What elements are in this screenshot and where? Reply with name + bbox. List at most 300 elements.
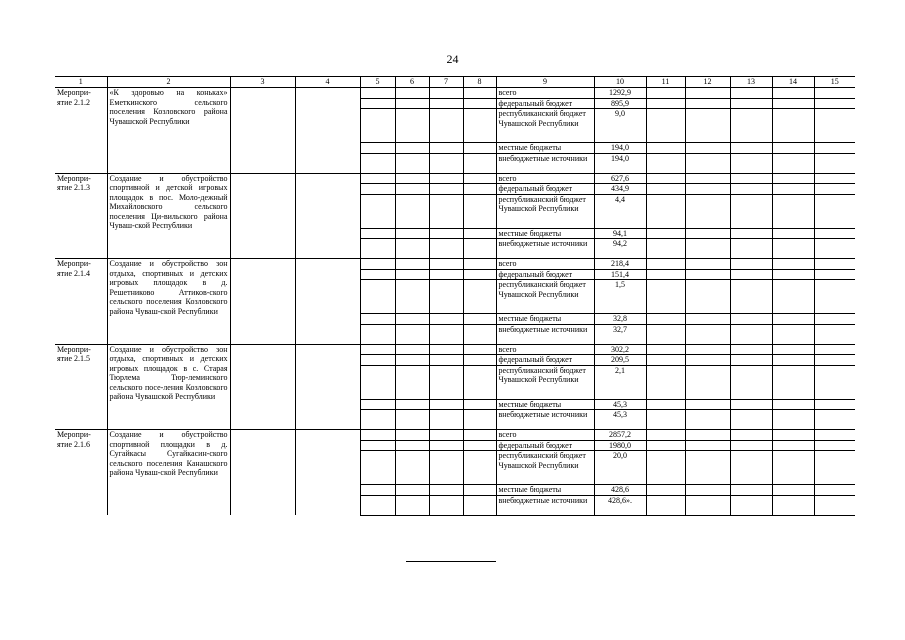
empty-cell	[463, 153, 496, 173]
empty-cell	[646, 451, 685, 485]
empty-cell	[730, 184, 772, 195]
empty-cell	[360, 269, 395, 280]
empty-cell	[463, 88, 496, 99]
empty-cell	[295, 430, 360, 516]
table-row	[55, 344, 855, 355]
empty-cell	[463, 269, 496, 280]
funding-amount: 194,0	[594, 143, 646, 154]
empty-cell	[646, 485, 685, 496]
empty-cell	[772, 410, 814, 430]
empty-cell	[395, 440, 429, 451]
empty-cell	[685, 324, 730, 344]
empty-cell	[395, 365, 429, 399]
empty-cell	[429, 365, 463, 399]
empty-cell	[646, 194, 685, 228]
funding-source: местные бюджеты	[496, 314, 594, 325]
empty-cell	[463, 314, 496, 325]
empty-cell	[772, 280, 814, 314]
empty-cell	[395, 228, 429, 239]
empty-cell	[685, 88, 730, 99]
empty-cell	[730, 355, 772, 366]
empty-cell	[230, 173, 295, 259]
empty-cell	[685, 365, 730, 399]
empty-cell	[429, 173, 463, 184]
empty-cell	[646, 184, 685, 195]
empty-cell	[395, 485, 429, 496]
empty-cell	[814, 98, 855, 109]
funding-source: республиканский бюджет Чувашской Республики	[496, 365, 594, 399]
column-header-11: 11	[646, 77, 685, 88]
column-header-2: 2	[107, 77, 230, 88]
column-header-1: 1	[55, 77, 107, 88]
empty-cell	[772, 184, 814, 195]
empty-cell	[429, 344, 463, 355]
empty-cell	[646, 239, 685, 259]
empty-cell	[730, 365, 772, 399]
empty-cell	[685, 399, 730, 410]
empty-cell	[463, 485, 496, 496]
column-header-14: 14	[772, 77, 814, 88]
funding-amount: 218,4	[594, 259, 646, 270]
empty-cell	[463, 109, 496, 143]
empty-cell	[646, 280, 685, 314]
empty-cell	[646, 324, 685, 344]
empty-cell	[463, 430, 496, 441]
empty-cell	[730, 344, 772, 355]
empty-cell	[772, 324, 814, 344]
empty-cell	[395, 355, 429, 366]
empty-cell	[429, 495, 463, 515]
empty-cell	[230, 88, 295, 174]
empty-cell	[814, 88, 855, 99]
empty-cell	[395, 259, 429, 270]
funding-amount: 151,4	[594, 269, 646, 280]
empty-cell	[395, 88, 429, 99]
funding-amount: 2,1	[594, 365, 646, 399]
empty-cell	[730, 410, 772, 430]
empty-cell	[395, 344, 429, 355]
empty-cell	[429, 355, 463, 366]
empty-cell	[814, 173, 855, 184]
empty-cell	[360, 355, 395, 366]
funding-amount: 1292,9	[594, 88, 646, 99]
empty-cell	[360, 485, 395, 496]
empty-cell	[646, 259, 685, 270]
column-number-row	[55, 77, 855, 88]
empty-cell	[230, 344, 295, 430]
funding-amount: 9,0	[594, 109, 646, 143]
empty-cell	[646, 399, 685, 410]
measure-code: Меропри- ятие 2.1.6	[55, 430, 107, 516]
funding-amount: 1,5	[594, 280, 646, 314]
empty-cell	[772, 440, 814, 451]
empty-cell	[772, 399, 814, 410]
empty-cell	[395, 143, 429, 154]
empty-cell	[685, 109, 730, 143]
empty-cell	[772, 143, 814, 154]
funding-source: внебюджетные источники	[496, 495, 594, 515]
empty-cell	[772, 239, 814, 259]
empty-cell	[395, 399, 429, 410]
empty-cell	[360, 280, 395, 314]
empty-cell	[295, 344, 360, 430]
empty-cell	[730, 451, 772, 485]
empty-cell	[814, 451, 855, 485]
funding-amount: 209,5	[594, 355, 646, 366]
empty-cell	[685, 173, 730, 184]
empty-cell	[429, 485, 463, 496]
empty-cell	[429, 239, 463, 259]
column-header-7: 7	[429, 77, 463, 88]
empty-cell	[360, 451, 395, 485]
empty-cell	[772, 365, 814, 399]
measure-code: Меропри- ятие 2.1.4	[55, 259, 107, 345]
empty-cell	[429, 98, 463, 109]
empty-cell	[772, 495, 814, 515]
empty-cell	[646, 153, 685, 173]
empty-cell	[814, 440, 855, 451]
empty-cell	[646, 344, 685, 355]
empty-cell	[814, 355, 855, 366]
empty-cell	[429, 314, 463, 325]
funding-source: федеральный бюджет	[496, 440, 594, 451]
funding-source: внебюджетные источники	[496, 324, 594, 344]
empty-cell	[395, 194, 429, 228]
measure-description: Создание и обустройство зон отдыха, спортивных и детских игровых площадок в д. Решетниково Аттиков-ского сельского поселения Козловского района Чуваш-ской Республики	[107, 259, 230, 345]
funding-amount: 45,3	[594, 399, 646, 410]
empty-cell	[772, 173, 814, 184]
empty-cell	[685, 355, 730, 366]
column-header-5: 5	[360, 77, 395, 88]
empty-cell	[429, 430, 463, 441]
funding-source: местные бюджеты	[496, 485, 594, 496]
empty-cell	[685, 239, 730, 259]
funding-amount: 428,6	[594, 485, 646, 496]
empty-cell	[685, 269, 730, 280]
empty-cell	[730, 259, 772, 270]
funding-source: федеральный бюджет	[496, 269, 594, 280]
empty-cell	[360, 143, 395, 154]
empty-cell	[429, 153, 463, 173]
measure-description: Создание и обустройство спортивной и детской игровых площадок в пос. Моло-дежный Михайловского сельского поселения Ци-вильского района Чуваш-ской Республики	[107, 173, 230, 259]
empty-cell	[814, 365, 855, 399]
funding-source: внебюджетные источники	[496, 410, 594, 430]
empty-cell	[360, 184, 395, 195]
empty-cell	[685, 184, 730, 195]
empty-cell	[463, 184, 496, 195]
empty-cell	[646, 314, 685, 325]
empty-cell	[772, 98, 814, 109]
funding-amount: 20,0	[594, 451, 646, 485]
budget-table	[55, 76, 855, 516]
empty-cell	[814, 184, 855, 195]
column-header-8: 8	[463, 77, 496, 88]
empty-cell	[646, 88, 685, 99]
empty-cell	[814, 410, 855, 430]
empty-cell	[646, 143, 685, 154]
funding-amount: 94,1	[594, 228, 646, 239]
empty-cell	[730, 440, 772, 451]
empty-cell	[463, 344, 496, 355]
empty-cell	[463, 194, 496, 228]
empty-cell	[463, 440, 496, 451]
empty-cell	[395, 98, 429, 109]
empty-cell	[814, 259, 855, 270]
empty-cell	[685, 344, 730, 355]
empty-cell	[685, 259, 730, 270]
empty-cell	[429, 109, 463, 143]
empty-cell	[730, 280, 772, 314]
empty-cell	[646, 355, 685, 366]
empty-cell	[429, 280, 463, 314]
empty-cell	[814, 143, 855, 154]
funding-amount: 32,8	[594, 314, 646, 325]
empty-cell	[730, 495, 772, 515]
funding-amount: 302,2	[594, 344, 646, 355]
funding-source: внебюджетные источники	[496, 153, 594, 173]
empty-cell	[429, 88, 463, 99]
table-row	[55, 88, 855, 99]
empty-cell	[429, 259, 463, 270]
empty-cell	[395, 269, 429, 280]
funding-source: всего	[496, 173, 594, 184]
empty-cell	[646, 410, 685, 430]
empty-cell	[360, 259, 395, 270]
empty-cell	[429, 399, 463, 410]
table-row	[55, 173, 855, 184]
funding-amount: 94,2	[594, 239, 646, 259]
funding-amount: 428,6».	[594, 495, 646, 515]
empty-cell	[360, 410, 395, 430]
empty-cell	[463, 228, 496, 239]
empty-cell	[360, 153, 395, 173]
empty-cell	[429, 184, 463, 195]
empty-cell	[730, 88, 772, 99]
empty-cell	[360, 344, 395, 355]
empty-cell	[814, 109, 855, 143]
empty-cell	[463, 239, 496, 259]
funding-source: республиканский бюджет Чувашской Республики	[496, 280, 594, 314]
funding-source: республиканский бюджет Чувашской Республики	[496, 451, 594, 485]
empty-cell	[429, 451, 463, 485]
empty-cell	[463, 143, 496, 154]
empty-cell	[395, 451, 429, 485]
empty-cell	[730, 324, 772, 344]
empty-cell	[295, 259, 360, 345]
empty-cell	[395, 430, 429, 441]
measure-description: «К здоровью на коньках» Еметкинского сельского поселения Козловского района Чувашской Республики	[107, 88, 230, 174]
empty-cell	[730, 153, 772, 173]
empty-cell	[360, 399, 395, 410]
empty-cell	[814, 485, 855, 496]
funding-amount: 32,7	[594, 324, 646, 344]
empty-cell	[730, 228, 772, 239]
empty-cell	[685, 280, 730, 314]
empty-cell	[772, 269, 814, 280]
empty-cell	[685, 194, 730, 228]
funding-source: местные бюджеты	[496, 228, 594, 239]
funding-amount: 434,9	[594, 184, 646, 195]
empty-cell	[429, 440, 463, 451]
empty-cell	[395, 239, 429, 259]
empty-cell	[772, 485, 814, 496]
empty-cell	[772, 344, 814, 355]
empty-cell	[463, 280, 496, 314]
funding-source: всего	[496, 259, 594, 270]
empty-cell	[814, 239, 855, 259]
empty-cell	[360, 440, 395, 451]
empty-cell	[395, 324, 429, 344]
empty-cell	[730, 239, 772, 259]
empty-cell	[360, 430, 395, 441]
empty-cell	[429, 194, 463, 228]
empty-cell	[295, 173, 360, 259]
empty-cell	[646, 173, 685, 184]
funding-amount: 895,9	[594, 98, 646, 109]
empty-cell	[463, 259, 496, 270]
empty-cell	[360, 365, 395, 399]
funding-source: республиканский бюджет Чувашской Республики	[496, 109, 594, 143]
table-row	[55, 430, 855, 441]
empty-cell	[730, 314, 772, 325]
empty-cell	[230, 430, 295, 516]
empty-cell	[395, 495, 429, 515]
funding-amount: 2857,2	[594, 430, 646, 441]
empty-cell	[646, 269, 685, 280]
empty-cell	[730, 173, 772, 184]
empty-cell	[395, 184, 429, 195]
funding-source: федеральный бюджет	[496, 98, 594, 109]
column-header-9: 9	[496, 77, 594, 88]
empty-cell	[463, 98, 496, 109]
empty-cell	[429, 143, 463, 154]
empty-cell	[685, 430, 730, 441]
empty-cell	[463, 365, 496, 399]
empty-cell	[685, 495, 730, 515]
empty-cell	[685, 451, 730, 485]
empty-cell	[772, 259, 814, 270]
empty-cell	[646, 430, 685, 441]
empty-cell	[360, 194, 395, 228]
empty-cell	[814, 194, 855, 228]
empty-cell	[772, 153, 814, 173]
column-header-13: 13	[730, 77, 772, 88]
empty-cell	[772, 88, 814, 99]
empty-cell	[646, 365, 685, 399]
empty-cell	[395, 410, 429, 430]
empty-cell	[814, 269, 855, 280]
empty-cell	[295, 88, 360, 174]
empty-cell	[360, 109, 395, 143]
empty-cell	[814, 344, 855, 355]
empty-cell	[772, 228, 814, 239]
empty-cell	[730, 269, 772, 280]
empty-cell	[429, 228, 463, 239]
empty-cell	[685, 440, 730, 451]
empty-cell	[814, 228, 855, 239]
funding-source: внебюджетные источники	[496, 239, 594, 259]
empty-cell	[730, 399, 772, 410]
empty-cell	[395, 314, 429, 325]
column-header-15: 15	[814, 77, 855, 88]
empty-cell	[360, 173, 395, 184]
empty-cell	[814, 324, 855, 344]
empty-cell	[429, 410, 463, 430]
empty-cell	[360, 239, 395, 259]
empty-cell	[814, 280, 855, 314]
empty-cell	[772, 355, 814, 366]
empty-cell	[730, 485, 772, 496]
empty-cell	[685, 98, 730, 109]
empty-cell	[463, 399, 496, 410]
empty-cell	[360, 88, 395, 99]
column-header-3: 3	[230, 77, 295, 88]
empty-cell	[685, 228, 730, 239]
empty-cell	[360, 228, 395, 239]
measure-description: Создание и обустройство спортивной площадки в д. Сугайкасы Сугайкасин-ского сельского поселения Канашского района Чуваш-ской Республики	[107, 430, 230, 516]
empty-cell	[360, 98, 395, 109]
empty-cell	[772, 451, 814, 485]
empty-cell	[814, 153, 855, 173]
empty-cell	[646, 440, 685, 451]
empty-cell	[772, 314, 814, 325]
funding-source: местные бюджеты	[496, 143, 594, 154]
empty-cell	[730, 194, 772, 228]
funding-amount: 1980,0	[594, 440, 646, 451]
funding-amount: 194,0	[594, 153, 646, 173]
empty-cell	[730, 98, 772, 109]
empty-cell	[395, 153, 429, 173]
empty-cell	[646, 98, 685, 109]
empty-cell	[730, 109, 772, 143]
empty-cell	[646, 228, 685, 239]
empty-cell	[463, 355, 496, 366]
measure-code: Меропри- ятие 2.1.3	[55, 173, 107, 259]
measure-code: Меропри- ятие 2.1.5	[55, 344, 107, 430]
empty-cell	[463, 495, 496, 515]
table-row	[55, 259, 855, 270]
page-number: 24	[446, 52, 459, 66]
empty-cell	[730, 430, 772, 441]
empty-cell	[814, 430, 855, 441]
funding-source: федеральный бюджет	[496, 184, 594, 195]
empty-cell	[463, 451, 496, 485]
empty-cell	[814, 314, 855, 325]
empty-cell	[814, 495, 855, 515]
empty-cell	[814, 399, 855, 410]
empty-cell	[395, 280, 429, 314]
funding-source: всего	[496, 344, 594, 355]
footnote-line	[406, 561, 496, 562]
empty-cell	[429, 324, 463, 344]
empty-cell	[772, 194, 814, 228]
funding-source: местные бюджеты	[496, 399, 594, 410]
empty-cell	[685, 314, 730, 325]
funding-source: всего	[496, 88, 594, 99]
funding-amount: 4,4	[594, 194, 646, 228]
funding-amount: 627,6	[594, 173, 646, 184]
funding-amount: 45,3	[594, 410, 646, 430]
empty-cell	[685, 485, 730, 496]
empty-cell	[685, 153, 730, 173]
funding-source: всего	[496, 430, 594, 441]
empty-cell	[772, 430, 814, 441]
column-header-12: 12	[685, 77, 730, 88]
measure-description: Создание и обустройство зон отдыха, спортивных и детских игровых площадок в с. Старая Тюрлема Тюр-леминского сельского посе-ления Козловского района Чувашской Республики	[107, 344, 230, 430]
empty-cell	[463, 410, 496, 430]
empty-cell	[230, 259, 295, 345]
empty-cell	[463, 324, 496, 344]
